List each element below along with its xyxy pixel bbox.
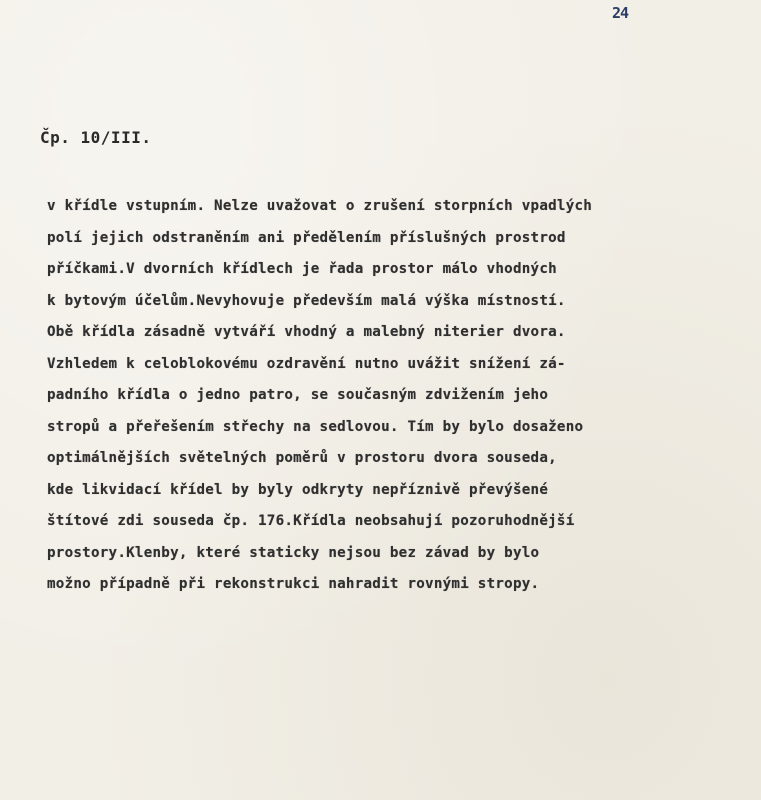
paragraph-line: příčkami.V dvorních křídlech je řada prostor málo vhodných [47, 261, 557, 277]
handwritten-page-number: 24 [612, 4, 629, 22]
paragraph-line: prostory.Klenby, které staticky nejsou bez závad by bylo [47, 544, 540, 561]
typed-paragraph [47, 198, 747, 608]
paragraph-line: štítové zdi souseda čp. 176.Křídla neobsahují pozoruhodnější [47, 513, 575, 529]
paragraph-line: k bytovým účelům.Nevyhovuje především malá výška místností. [47, 292, 566, 309]
paragraph-line: možno případně při rekonstrukci nahradit rovnými stropy. [47, 576, 540, 592]
paragraph-line: v křídle vstupním. Nelze uvažovat o zrušení storpních vpadlých [47, 198, 593, 214]
paragraph-line: optimálnějších světelných poměrů v prostoru dvora souseda, [47, 450, 557, 466]
paragraph-line: stropů a přeřešením střechy na sedlovou. Tím by bylo dosaženo [47, 418, 584, 435]
paragraph-line: polí jejich odstraněním ani předělením příslušných prostrod [47, 229, 566, 246]
paragraph-line: Vzhledem k celoblokovému ozdravění nutno uvážit snížení zá- [47, 355, 566, 372]
paragraph-line: padního křídla o jedno patro, se současným zdvižením jeho [47, 387, 549, 403]
paragraph-line: kde likvidací křídel by byly odkryty nepříznivě převýšené [47, 481, 549, 498]
paragraph-line: Obě křídla zásadně vytváří vhodný a malebný niterier dvora. [47, 324, 566, 340]
document-heading: Čp. 10/III. [40, 128, 152, 147]
